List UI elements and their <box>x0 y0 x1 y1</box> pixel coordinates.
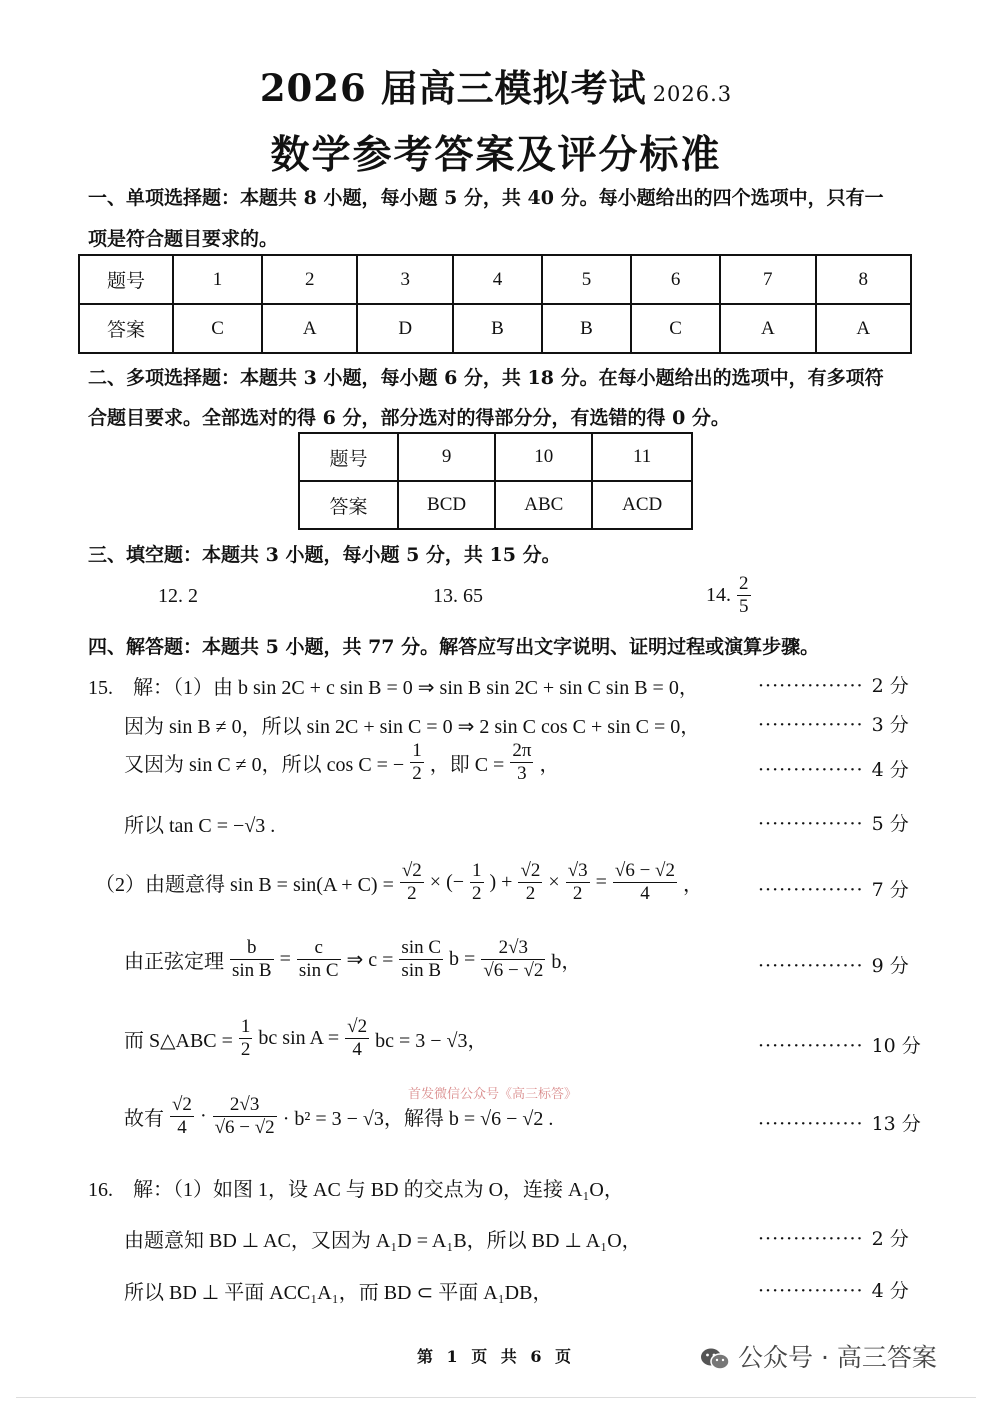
score-marker <box>758 1276 909 1303</box>
answer-cell: C <box>631 304 720 353</box>
table-row-label: 答案 <box>79 304 173 353</box>
text: ⇒ c = <box>346 948 394 971</box>
score-value: 4 分 <box>871 1280 909 1302</box>
score-value: 9 分 <box>871 955 909 977</box>
page-number: 第 1 页 共 6 页 <box>416 1347 576 1366</box>
fraction-denominator: sin B <box>232 959 272 981</box>
fraction <box>737 573 751 618</box>
score-dots: ··············· <box>758 813 864 835</box>
q16-line3: 所以 BD ⊥ 平面 ACC₁A₁，而 BD ⊂ 平面 A₁DB， <box>124 1282 553 1304</box>
score-value: 13 分 <box>871 1113 921 1135</box>
section2-heading-line2: 合题目要求。全部选对的得 6 分，部分选对的得部分分，有选错的得 0 分。 <box>88 407 730 429</box>
fraction <box>481 937 545 982</box>
text: ，即 C = <box>429 753 505 776</box>
question-number: 2 <box>262 255 357 304</box>
text: bc sin A = <box>258 1026 340 1049</box>
single-choice-answer-table <box>78 254 912 354</box>
q15-part2-line1 <box>95 860 703 905</box>
fraction-denominator: sin C <box>298 959 339 981</box>
score-marker <box>758 1224 909 1251</box>
multi-choice-answer-table <box>298 432 693 530</box>
watermark: 首发微信公众号《高三标答》 <box>408 1087 578 1102</box>
question-number: 8 <box>816 255 911 304</box>
page-title <box>0 58 992 112</box>
text: 故有 <box>124 1107 164 1130</box>
question-number: 7 <box>720 255 815 304</box>
score-marker <box>758 809 909 836</box>
fraction-denominator: 4 <box>352 1038 362 1060</box>
table-row-label: 题号 <box>299 433 398 481</box>
fraction <box>230 937 274 982</box>
question-number: 9 <box>398 433 495 481</box>
score-marker <box>758 1031 921 1058</box>
answer-13: 13. 65 <box>433 585 483 607</box>
fraction <box>345 1016 369 1061</box>
fraction-numerator: √6 − √2 <box>614 860 675 881</box>
fraction-denominator: 4 <box>640 882 650 904</box>
question-number: 10 <box>495 433 592 481</box>
fraction-denominator: 2 <box>407 882 417 904</box>
score-value: 10 分 <box>871 1035 921 1057</box>
answer-14 <box>706 573 752 618</box>
fraction-numerator: 1 <box>412 740 422 761</box>
fraction-numerator: b <box>230 937 274 960</box>
score-value: 4 分 <box>871 759 909 781</box>
text: 由正弦定理 <box>124 950 224 973</box>
score-marker <box>758 710 909 737</box>
text: = <box>279 947 291 970</box>
fraction <box>613 860 677 905</box>
fraction-numerator: sin C <box>401 937 442 958</box>
fraction-denominator: √6 − √2 <box>214 1116 275 1138</box>
fraction <box>213 1094 277 1139</box>
text: × (− <box>429 870 465 893</box>
score-marker <box>758 951 909 978</box>
text: × <box>548 870 560 893</box>
fraction <box>399 937 443 982</box>
fraction-numerator: 2π <box>512 740 532 761</box>
text: · b² = 3 − √3，解得 b = √6 − √2 . <box>282 1107 554 1130</box>
fraction <box>510 740 533 785</box>
page-subtitle: 数学参考答案及评分标准 <box>270 132 722 178</box>
section4-heading: 四、解答题：本题共 5 小题，共 77 分。解答应写出文字说明、证明过程或演算步骤。 <box>88 636 820 658</box>
table-row-label: 答案 <box>299 481 398 529</box>
fraction-numerator: 1 <box>472 860 482 881</box>
fraction-numerator: √2 <box>520 860 541 881</box>
table-row-label: 题号 <box>79 255 173 304</box>
score-marker <box>758 755 909 782</box>
score-dots: ··············· <box>758 1035 864 1057</box>
answer-cell: A <box>262 304 357 353</box>
section2-heading-line1: 二、多项选择题：本题共 3 小题，每小题 6 分，共 18 分。在每小题给出的选项中，有多项符 <box>88 367 884 389</box>
text: ) + <box>489 870 513 893</box>
q16-line1: 16. 解：（1）如图 1，设 AC 与 BD 的交点为 O，连接 A₁O， <box>88 1179 624 1201</box>
answer-cell: BCD <box>398 481 495 529</box>
exam-date: 2026.3 <box>652 82 733 106</box>
fraction-numerator: √2 <box>347 1016 368 1037</box>
text: b = <box>449 947 476 970</box>
fraction-denominator: 2 <box>572 882 583 904</box>
answer-cell: ABC <box>495 481 592 529</box>
fraction <box>518 860 542 905</box>
question-number: 6 <box>631 255 720 304</box>
section3-heading: 三、填空题：本题共 3 小题，每小题 5 分，共 15 分。 <box>88 544 561 566</box>
fraction <box>566 860 590 905</box>
wechat-icon <box>700 1347 730 1371</box>
score-dots: ··············· <box>758 714 864 736</box>
answer-14-label: 14. <box>706 583 731 606</box>
bottom-divider <box>16 1397 976 1398</box>
text: bc = 3 − √3， <box>375 1029 488 1052</box>
answer-cell: D <box>357 304 452 353</box>
answer-cell: A <box>816 304 911 353</box>
fraction <box>400 860 424 905</box>
score-marker <box>758 671 909 698</box>
answer-12: 12. 2 <box>158 585 198 607</box>
fraction-denominator: 2 <box>525 882 536 904</box>
text: · <box>199 1104 207 1127</box>
section1-heading-line2: 项是符合题目要求的。 <box>88 228 279 250</box>
score-value: 5 分 <box>871 813 909 835</box>
text: b， <box>551 950 582 973</box>
fraction-denominator: 4 <box>177 1116 187 1138</box>
fraction-denominator: 5 <box>739 595 749 617</box>
score-dots: ··············· <box>758 759 864 781</box>
fraction-numerator: c <box>297 937 341 960</box>
fraction <box>239 1016 253 1061</box>
fraction-numerator: √2 <box>401 860 422 881</box>
fraction-denominator: 2 <box>240 1038 251 1060</box>
score-dots: ··············· <box>758 675 864 697</box>
question-number: 3 <box>357 255 452 304</box>
score-dots: ··············· <box>758 1113 864 1135</box>
fraction-numerator: 2√3 <box>481 937 545 960</box>
brand-text: 公众号 · 高三答案 <box>738 1343 937 1372</box>
score-value: 2 分 <box>871 1228 909 1250</box>
fraction-denominator: 2 <box>412 762 422 784</box>
fraction-numerator: √3 <box>567 860 588 881</box>
q15-line2: 因为 sin B ≠ 0，所以 sin 2C + sin C = 0 ⇒ 2 sin C cos C + sin C = 0， <box>124 716 701 738</box>
fraction-denominator: 3 <box>517 762 527 784</box>
score-value: 7 分 <box>871 879 909 901</box>
fraction-numerator: 2 <box>739 573 749 594</box>
text: 又因为 sin C ≠ 0，所以 cos C = − <box>124 753 405 776</box>
score-dots: ··············· <box>758 879 864 901</box>
question-number: 5 <box>542 255 631 304</box>
score-dots: ··············· <box>758 1228 864 1250</box>
q16-line2: 由题意知 BD ⊥ AC，又因为 A₁D = A₁B，所以 BD ⊥ A₁O， <box>124 1230 642 1252</box>
fraction <box>297 937 341 982</box>
answer-cell: C <box>173 304 262 353</box>
section1-heading-line1: 一、单项选择题：本题共 8 小题，每小题 5 分，共 40 分。每小题给出的四个选项中，只有一 <box>88 187 884 209</box>
text: ， <box>539 753 560 776</box>
answer-cell: ACD <box>592 481 692 529</box>
fraction-numerator: 1 <box>240 1016 251 1037</box>
q15-line3 <box>124 740 559 785</box>
score-value: 3 分 <box>871 714 909 736</box>
brand-badge <box>700 1338 937 1374</box>
text: 而 S△ABC = <box>124 1029 233 1052</box>
score-dots: ··············· <box>758 955 864 977</box>
q15-part2-line2 <box>124 937 581 982</box>
answer-cell: B <box>453 304 542 353</box>
question-number: 4 <box>453 255 542 304</box>
question-number: 1 <box>173 255 262 304</box>
exam-title: 2026 届高三模拟考试 <box>259 66 647 110</box>
fraction-numerator: 2√3 <box>213 1094 277 1117</box>
q15-part2-line4 <box>124 1094 553 1139</box>
text: ， <box>682 873 703 896</box>
fraction <box>410 740 424 785</box>
answer-cell: B <box>542 304 631 353</box>
fraction-denominator: 2 <box>472 882 482 904</box>
fraction <box>470 860 484 905</box>
fraction-denominator: √6 − √2 <box>483 959 544 981</box>
score-dots: ··············· <box>758 1280 864 1302</box>
score-marker <box>758 875 909 902</box>
question-number: 11 <box>592 433 692 481</box>
text: = <box>595 870 607 893</box>
fraction-denominator: sin B <box>401 959 442 981</box>
text: （2）由题意得 sin B = sin(A + C) = <box>95 873 394 896</box>
score-value: 2 分 <box>871 675 909 697</box>
fraction <box>170 1094 194 1139</box>
score-marker <box>758 1109 921 1136</box>
q15-line1: 15. 解：（1）由 b sin 2C + c sin B = 0 ⇒ sin B sin 2C + sin C sin B = 0， <box>88 677 699 699</box>
q15-part2-line3 <box>124 1016 488 1061</box>
fraction-numerator: √2 <box>172 1094 192 1115</box>
answer-cell: A <box>720 304 815 353</box>
q15-line4: 所以 tan C = −√3 . <box>124 815 276 837</box>
